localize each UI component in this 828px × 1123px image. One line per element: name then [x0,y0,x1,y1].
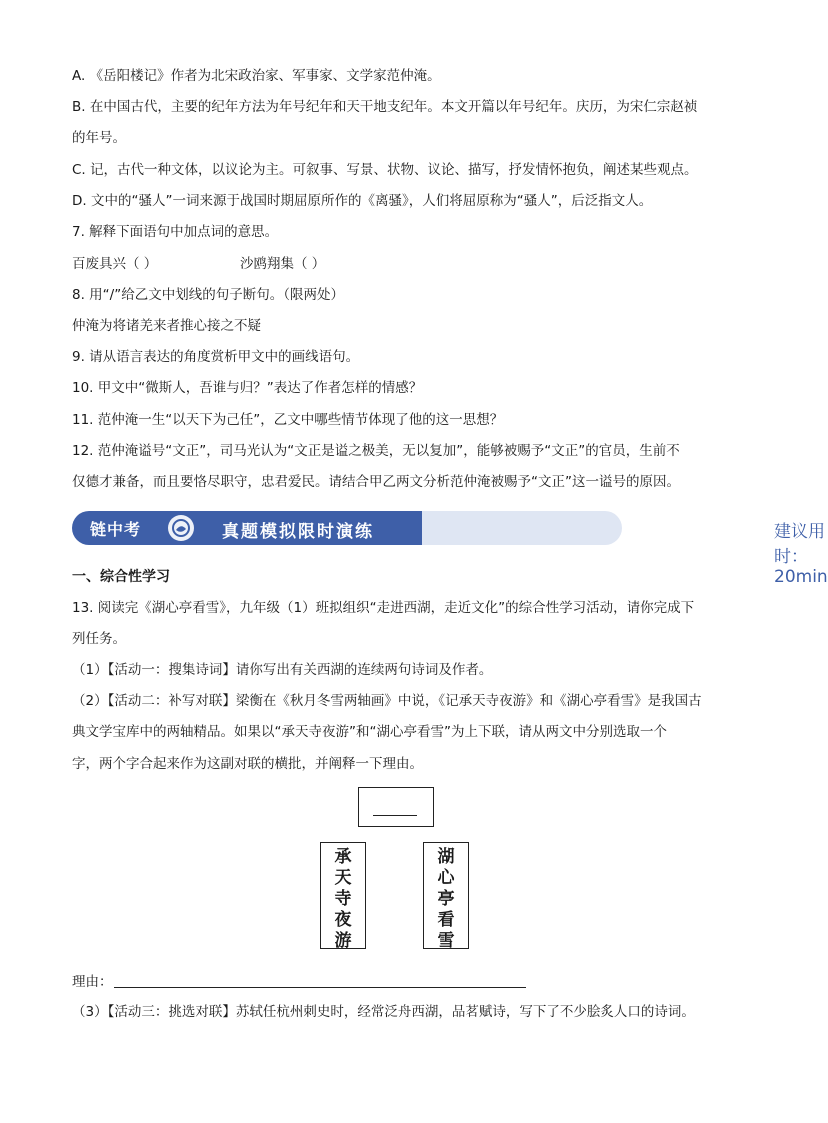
activity-1: （1）【活动一：搜集诗词】请你写出有关西湖的连续两句诗词及作者。 [72,662,493,678]
option-a: A. 《岳阳楼记》作者为北宋政治家、军事家、文学家范仲淹。 [72,68,441,84]
couplet-right-char: 心 [437,868,455,888]
question-11: 11. 范仲淹一生“以天下为己任”，乙文中哪些情节体现了他的这一思想？ [72,412,504,428]
horizontal-scroll-blank [373,815,417,816]
activity-3: （3）【活动三：挑选对联】苏轼任杭州刺史时，经常泛舟西湖，品茗赋诗，写下了不少脍炙人口的诗词。 [72,1004,695,1020]
reason-label: 理由： [72,974,113,990]
question-12-line2: 仅德才兼备，而且要恪尽职守，忠君爱民。请结合甲乙两文分析范仲淹被赐予“文正”这一谥号的原因。 [72,474,680,490]
banner-time: 建议用时：20min [774,522,828,587]
question-13-line2: 列任务。 [72,631,126,647]
horizontal-scroll-box [358,787,434,827]
section-heading: 一、综合性学习 [72,569,170,585]
option-b-line2: 的年号。 [72,130,126,146]
question-8: 8. 用“/”给乙文中划线的句子断句。（限两处） [72,287,344,303]
couplet-left-char: 寺 [334,889,352,909]
option-c: C. 记，古代一种文体，以议论为主。可叙事、写景、状物、议论、描写，抒发情怀抱负，阐述某些观点。 [72,162,698,178]
couplet-left-text [321,847,365,952]
banner-tag: 链中考 [90,520,142,539]
option-d: D. 文中的“骚人”一词来源于战国时期屈原所作的《离骚》，人们将屈原称为“骚人”，后泛指文人。 [72,193,653,209]
question-10: 10. 甲文中“微斯人，吾谁与归？”表达了作者怎样的情感？ [72,380,423,396]
banner-logo-icon [168,515,194,541]
option-b-line1: B. 在中国古代，主要的纪年方法为年号纪年和天干地支纪年。本文开篇以年号纪年。庆历，为宋仁宗赵祯 [72,99,698,115]
banner-left-bar [72,511,422,545]
couplet-left-char: 夜 [334,910,352,930]
question-13-line1: 13. 阅读完《湖心亭看雪》，九年级（1）班拟组织“走进西湖，走近文化”的综合性学习活动，请你完成下 [72,600,695,616]
banner-right-bar [402,511,828,587]
couplet-right-char: 雪 [437,931,455,951]
couplet-right-char: 亭 [437,889,455,909]
question-7-item-1: 百废具兴（ ） [72,256,158,272]
activity-2-line3: 字，两个字合起来作为这副对联的横批，并阐释一下理由。 [72,756,423,772]
question-12-line1: 12. 范仲淹谥号“文正”，司马光认为“文正是谥之极美，无以复加”，能够被赐予“文正”的官员，生前不 [72,443,680,459]
couplet-right-char: 湖 [437,847,455,867]
question-7-item-2: 沙鸥翔集（ ） [240,256,326,272]
banner-title: 真题模拟限时演练 [222,522,374,542]
couplet-right-char: 看 [437,910,455,930]
couplet-left-char: 承 [334,847,352,867]
couplet-right-box [423,842,469,949]
couplet-left-char: 天 [334,868,352,888]
activity-2-line2: 典文学宝库中的两轴精品。如果以“承天寺夜游”和“湖心亭看雪”为上下联，请从两文中分别选取一个 [72,724,667,740]
reason-answer-line[interactable] [114,987,526,988]
question-7: 7. 解释下面语句中加点词的意思。 [72,224,279,240]
question-8-sentence: 仲淹为将诸羌来者推心接之不疑 [72,318,261,334]
couplet-left-box [320,842,366,949]
couplet-left-char: 游 [334,931,352,951]
couplet-right-text [424,847,468,952]
question-9: 9. 请从语言表达的角度赏析甲文中的画线语句。 [72,349,360,365]
activity-2-line1: （2）【活动二：补写对联】梁衡在《秋月冬雪两轴画》中说，《记承天寺夜游》和《湖心亭看雪》是我国古 [72,693,702,709]
